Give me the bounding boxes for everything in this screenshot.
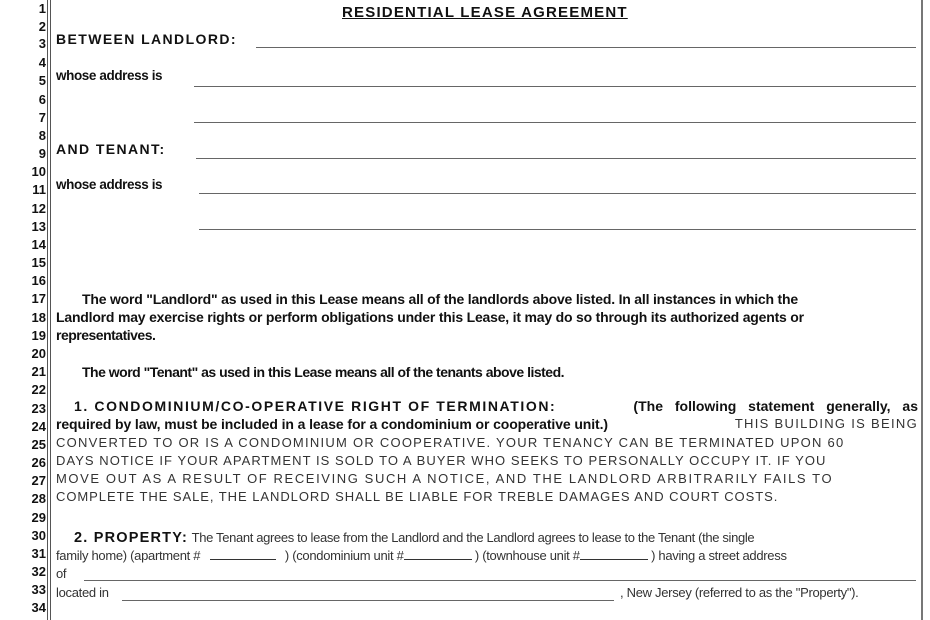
townhouse-label: ) (townhouse unit # bbox=[474, 548, 580, 563]
section1-caps-text: THIS BUILDING IS BEING bbox=[734, 416, 918, 431]
line-number: 34 bbox=[31, 600, 46, 615]
street-address-label: ) having a street address bbox=[651, 548, 787, 563]
landlord-label: BETWEEN LANDLORD: bbox=[56, 31, 237, 47]
line-number-gutter bbox=[0, 0, 46, 620]
section1-line5: MOVE OUT AS A RESULT OF RECEIVING SUCH A NOTICE, AND THE LANDLORD ARBITRARILY FAILS TO bbox=[56, 471, 834, 486]
of-label: of bbox=[56, 566, 67, 581]
line-number: 5 bbox=[38, 73, 46, 88]
new-jersey-suffix: , New Jersey (referred to as the "Property"). bbox=[620, 585, 859, 600]
section1-bold-text: required by law, must be included in a lease for a condominium or cooperative unit.) bbox=[56, 416, 608, 432]
line-number: 18 bbox=[31, 310, 46, 325]
section1-heading-rest: (The following statement generally, as bbox=[633, 398, 918, 414]
section1-line6: COMPLETE THE SALE, THE LANDLORD SHALL BE LIABLE FOR TREBLE DAMAGES AND COURT COSTS. bbox=[56, 489, 779, 504]
section1-line4: DAYS NOTICE IF YOUR APARTMENT IS SOLD TO A BUYER WHO SEEKS TO PERSONALLY OCCUPY IT. IF YOU bbox=[56, 453, 827, 468]
left-margin-rule bbox=[47, 0, 51, 620]
landlord-address-label: whose address is bbox=[56, 68, 163, 83]
line-number: 16 bbox=[31, 273, 46, 288]
section2-line2 bbox=[56, 547, 918, 565]
landlord-definition-text: The word "Landlord" as used in this Lease means all of the landlords above listed. In all instances in which the bbox=[82, 291, 798, 307]
line-number: 25 bbox=[31, 437, 46, 452]
tenant-definition bbox=[56, 363, 918, 381]
apartment-label: family home) (apartment # bbox=[56, 548, 201, 563]
tenant-address-line2-field[interactable] bbox=[199, 229, 916, 230]
line-number: 2 bbox=[38, 19, 46, 34]
line-number: 31 bbox=[31, 546, 46, 561]
line-number: 8 bbox=[38, 128, 46, 143]
line-number: 4 bbox=[38, 55, 46, 70]
line-number: 26 bbox=[31, 455, 46, 470]
line-number: 30 bbox=[31, 528, 46, 543]
tenant-label: AND TENANT: bbox=[56, 141, 166, 157]
line-number: 17 bbox=[31, 291, 46, 306]
apartment-number-field[interactable] bbox=[210, 547, 276, 560]
line-number: 9 bbox=[38, 146, 46, 161]
line-number: 32 bbox=[31, 564, 46, 579]
line-number: 7 bbox=[38, 110, 46, 125]
line-number: 22 bbox=[31, 382, 46, 397]
line-number: 15 bbox=[31, 255, 46, 270]
street-address-field[interactable] bbox=[84, 580, 916, 581]
landlord-definition-line3 bbox=[56, 326, 918, 344]
right-margin-rule bbox=[921, 0, 923, 620]
line-number: 27 bbox=[31, 473, 46, 488]
section1-line3: CONVERTED TO OR IS A CONDOMINIUM OR COOPERATIVE. YOUR TENANCY CAN BE TERMINATED UPON 60 bbox=[56, 435, 845, 450]
line-number: 3 bbox=[38, 36, 46, 51]
line-number: 10 bbox=[31, 164, 46, 179]
section1-line2 bbox=[56, 415, 918, 433]
tenant-address-line1-field[interactable] bbox=[199, 193, 916, 194]
line-number: 28 bbox=[31, 491, 46, 506]
section1-heading-line bbox=[56, 397, 918, 415]
section2-intro-text: The Tenant agrees to lease from the Landlord and the Landlord agrees to lease to the Tenant (the single bbox=[191, 530, 755, 545]
line-number: 24 bbox=[31, 419, 46, 434]
line-number: 20 bbox=[31, 346, 46, 361]
landlord-definition-text: Landlord may exercise rights or perform obligations under this Lease, it may do so through its authorized agents or bbox=[56, 309, 804, 325]
condo-unit-field[interactable] bbox=[404, 547, 472, 560]
line-number: 11 bbox=[32, 182, 46, 197]
line-number: 33 bbox=[31, 582, 46, 597]
tenant-definition-text: The word "Tenant" as used in this Lease means all of the tenants above listed. bbox=[82, 364, 565, 380]
line-number: 21 bbox=[31, 364, 46, 379]
section2-line1 bbox=[56, 529, 918, 547]
line-number: 14 bbox=[31, 237, 46, 252]
tenant-name-field[interactable] bbox=[196, 158, 916, 159]
line-number: 29 bbox=[31, 510, 46, 525]
landlord-definition-text: representatives. bbox=[56, 327, 156, 343]
line-number: 1 bbox=[38, 1, 46, 16]
townhouse-unit-field[interactable] bbox=[580, 547, 648, 560]
located-in-field[interactable] bbox=[122, 600, 614, 601]
section2-heading: 2. PROPERTY: bbox=[74, 530, 189, 546]
section1-heading: 1. CONDOMINIUM/CO-OPERATIVE RIGHT OF TERMINATION: bbox=[74, 398, 557, 414]
line-number: 6 bbox=[38, 92, 46, 107]
document-title: RESIDENTIAL LEASE AGREEMENT bbox=[342, 4, 628, 21]
landlord-definition-line1 bbox=[56, 290, 918, 308]
line-number: 13 bbox=[31, 219, 46, 234]
located-in-label: located in bbox=[56, 585, 109, 600]
landlord-definition-line2 bbox=[56, 308, 918, 326]
landlord-name-field[interactable] bbox=[256, 47, 916, 48]
line-number: 23 bbox=[31, 401, 46, 416]
landlord-address-line1-field[interactable] bbox=[194, 86, 916, 87]
tenant-address-label: whose address is bbox=[56, 177, 163, 192]
condo-label: ) (condominium unit # bbox=[284, 548, 404, 563]
landlord-address-line2-field[interactable] bbox=[194, 122, 916, 123]
line-number: 19 bbox=[31, 328, 46, 343]
line-number: 12 bbox=[31, 201, 46, 216]
